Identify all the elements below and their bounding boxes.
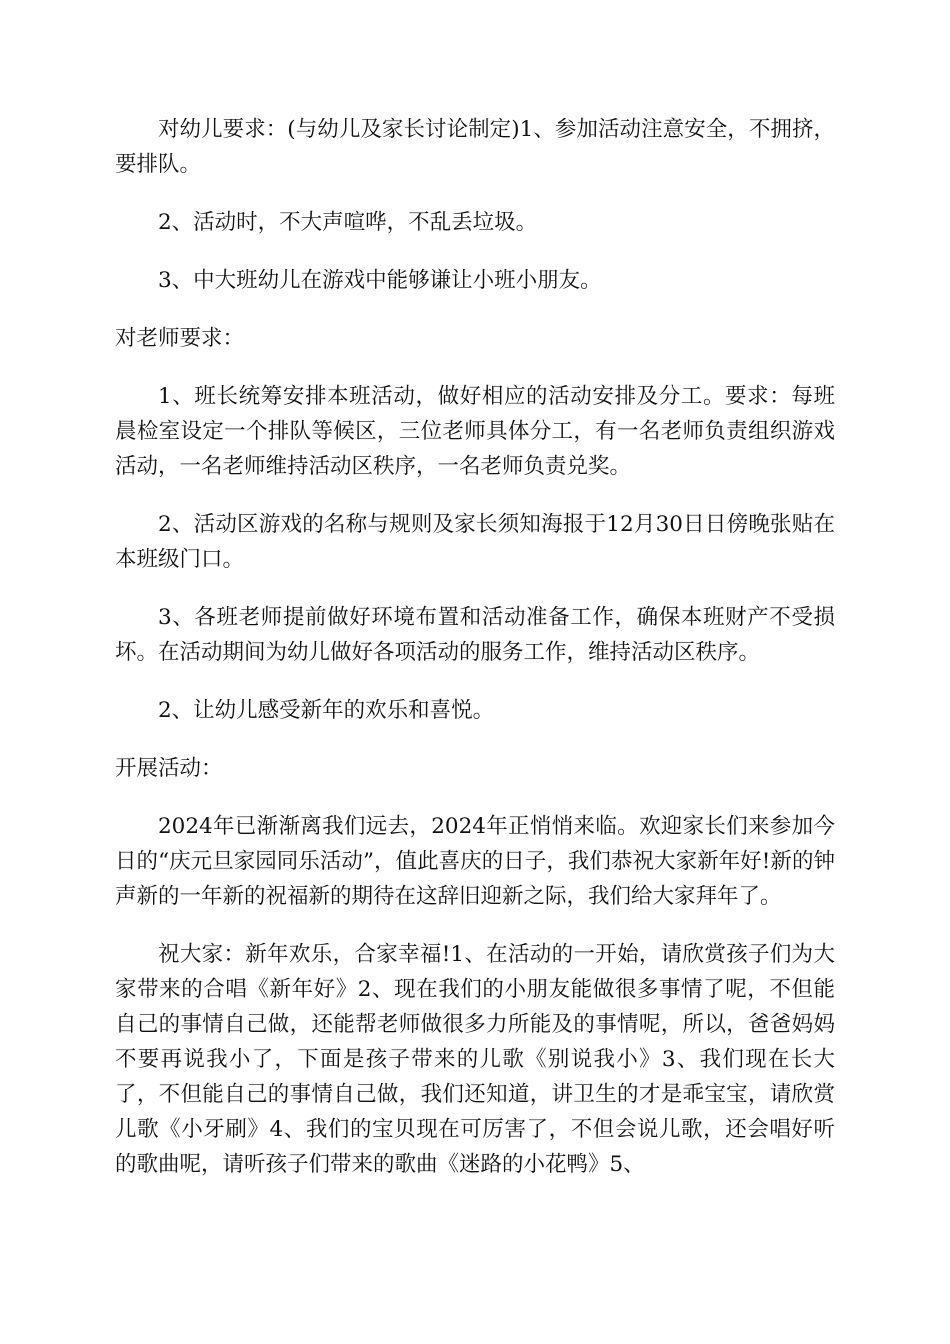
heading-teacher-requirements: 对老师要求： <box>115 326 245 351</box>
paragraph-child-requirements: 对幼儿要求：(与幼儿及家长讨论制定)1、参加活动注意安全，不拥挤，要排队。 <box>115 117 835 177</box>
paragraph-item-yield-to-small-class: 3、中大班幼儿在游戏中能够谦让小班小朋友。 <box>158 268 602 293</box>
document-body <box>115 112 835 1205</box>
paragraph-new-year-joy: 2、让幼儿感受新年的欢乐和喜悦。 <box>158 698 495 723</box>
paragraph-teacher-item-1: 1、班长统筹安排本班活动，做好相应的活动安排及分工。要求：每班晨检室设定一个排队等候区，三位老师具体分工，有一名老师负责组织游戏活动，一名老师维持活动区秩序，一名老师负责兑奖。 <box>115 384 835 479</box>
paragraph-teacher-item-3: 3、各班老师提前做好环境布置和活动准备工作，确保本班财产不受损坏。在活动期间为幼儿做好各项活动的服务工作，维持活动区秩序。 <box>115 605 835 665</box>
paragraph-program-list: 祝大家：新年欢乐，合家幸福!1、在活动的一开始，请欣赏孩子们为大家带来的合唱《新年好》2、现在我们的小朋友能做很多事情了呢，不但能自己的事情自己做，还能帮老师做很多力所能及的事情呢，所以，爸爸妈妈不要再说我小了，下面是孩子带来的儿歌《别说我小》3、我们现在长大了，不但能自己的事情自己做，我们还知道，讲卫生的才是乖宝宝，请欣赏儿歌《小牙刷》4、我们的宝贝现在可厉害了，不但会说儿歌，还会唱好听的歌曲呢，请听孩子们带来的歌曲《迷路的小花鸭》5、 <box>115 942 835 1177</box>
paragraph-teacher-item-2: 2、活动区游戏的名称与规则及家长须知海报于12月30日日傍晚张贴在本班级门口。 <box>115 512 835 572</box>
paragraph-opening-speech: 2024年已渐渐离我们远去，2024年正悄悄来临。欢迎家长们来参加今日的“庆元旦家园同乐活动”，值此喜庆的日子，我们恭祝大家新年好!新的钟声新的一年新的祝福新的期待在这辞旧迎新之际，我们给大家拜年了。 <box>115 814 835 909</box>
heading-activities: 开展活动： <box>115 756 223 781</box>
paragraph-item-no-noise: 2、活动时，不大声喧哗，不乱丢垃圾。 <box>158 210 538 235</box>
